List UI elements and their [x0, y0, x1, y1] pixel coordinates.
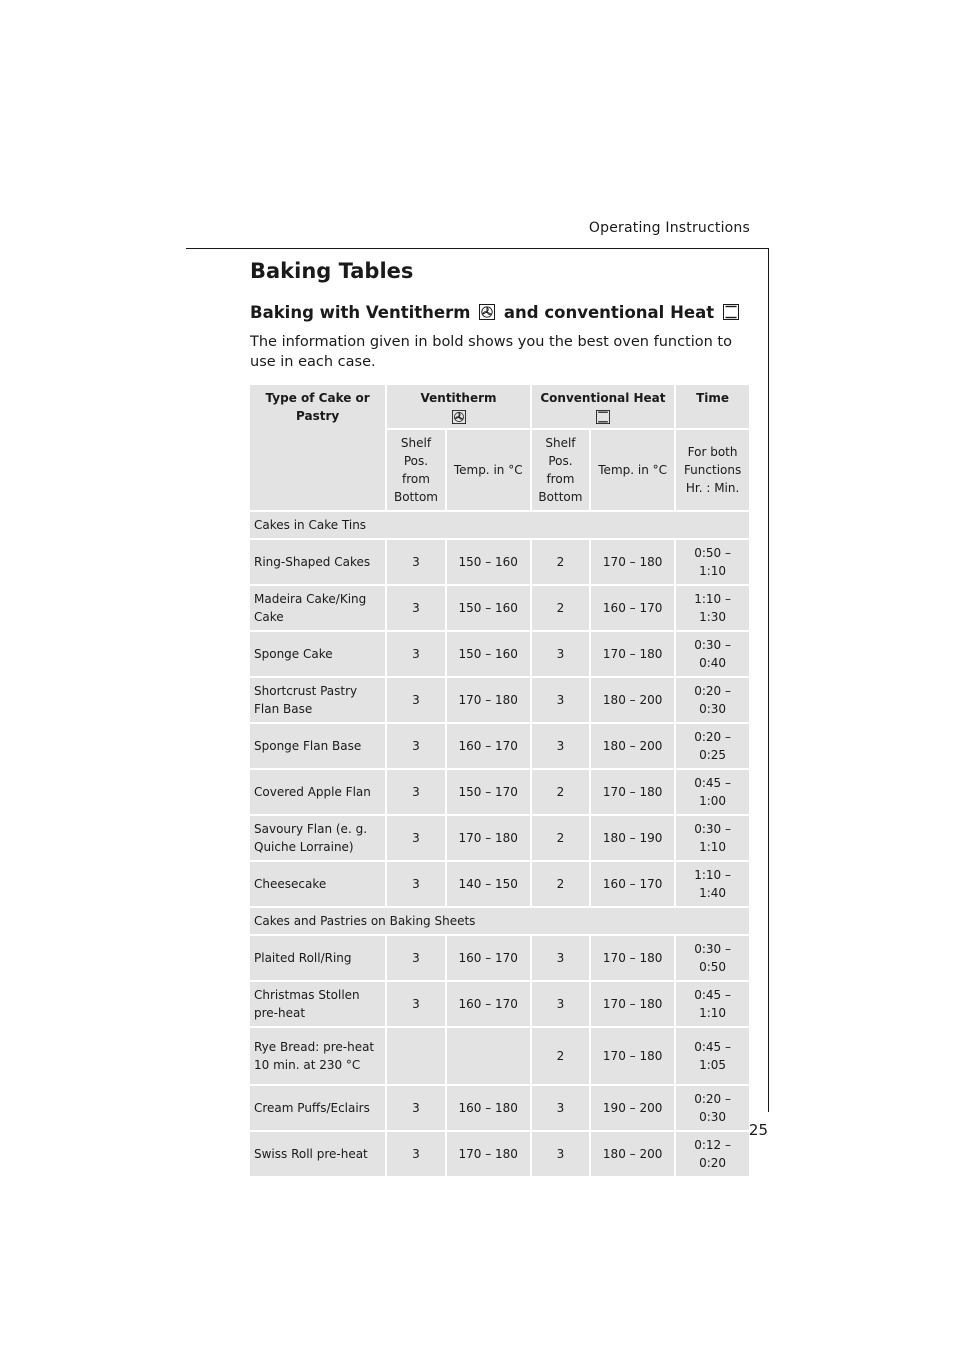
time-cell: 0:45 – 1:05 [676, 1028, 749, 1084]
time-cell: 0:12 – 0:20 [676, 1132, 749, 1176]
temp-ventitherm-cell: 170 – 180 [447, 816, 530, 860]
cake-name-cell: Ring-Shaped Cakes [250, 540, 385, 584]
shelf-ventitherm-cell: 3 [387, 678, 444, 722]
section-title: Cakes in Cake Tins [250, 512, 749, 538]
shelf-conventional-cell: 3 [532, 632, 589, 676]
table-row [250, 540, 749, 584]
time-cell: 0:45 – 1:10 [676, 982, 749, 1026]
shelf-ventitherm-cell: 3 [387, 724, 444, 768]
table-row [250, 1028, 749, 1084]
header-time: Time [676, 385, 749, 428]
table-row [250, 816, 749, 860]
temp-conventional-cell: 160 – 170 [591, 586, 674, 630]
shelf-conventional-cell: 3 [532, 982, 589, 1026]
subheader-temp-conventional: Temp. in °C [591, 430, 674, 510]
shelf-conventional-cell: 3 [532, 678, 589, 722]
temp-conventional-cell: 170 – 180 [591, 1028, 674, 1084]
temp-conventional-cell: 170 – 180 [591, 770, 674, 814]
table-row [250, 936, 749, 980]
conventional-heat-icon [596, 410, 610, 424]
margin-rule [768, 248, 769, 1112]
cake-name-cell: Covered Apple Flan [250, 770, 385, 814]
cake-name-cell: Christmas Stollen pre-heat [250, 982, 385, 1026]
subtitle-text-1: Baking with Ventitherm [250, 303, 471, 322]
cake-name-cell: Rye Bread: pre-heat 10 min. at 230 °C [250, 1028, 385, 1084]
shelf-conventional-cell: 3 [532, 1086, 589, 1130]
shelf-ventitherm-cell: 3 [387, 632, 444, 676]
section-row [250, 908, 749, 934]
temp-conventional-cell: 170 – 180 [591, 540, 674, 584]
time-cell: 0:20 – 0:25 [676, 724, 749, 768]
shelf-conventional-cell: 2 [532, 1028, 589, 1084]
temp-conventional-cell: 180 – 200 [591, 724, 674, 768]
header-ventitherm-label: Ventitherm [420, 391, 497, 405]
baking-table [248, 383, 751, 1178]
shelf-ventitherm-cell: 3 [387, 936, 444, 980]
temp-ventitherm-cell: 160 – 170 [447, 936, 530, 980]
table-row [250, 862, 749, 906]
shelf-conventional-cell: 3 [532, 1132, 589, 1176]
subheader-shelf-conventional: Shelf Pos. from Bottom [532, 430, 589, 510]
shelf-conventional-cell: 2 [532, 586, 589, 630]
header-conventional [532, 385, 674, 428]
cake-name-cell: Sponge Flan Base [250, 724, 385, 768]
temp-conventional-cell: 180 – 190 [591, 816, 674, 860]
table-row [250, 1086, 749, 1130]
page-number: 25 [748, 1121, 768, 1139]
table-row [250, 982, 749, 1026]
header-ventitherm [387, 385, 529, 428]
table-row [250, 724, 749, 768]
time-cell: 0:45 – 1:00 [676, 770, 749, 814]
subheader-temp-ventitherm: Temp. in °C [447, 430, 530, 510]
subheader-time: For both Functions Hr. : Min. [676, 430, 749, 510]
intro-text: The information given in bold shows you the best oven function to use in each case. [250, 334, 732, 370]
shelf-conventional-cell: 2 [532, 816, 589, 860]
cake-name-cell: Savoury Flan (e. g. Quiche Lorraine) [250, 816, 385, 860]
subheader-shelf-ventitherm: Shelf Pos. from Bottom [387, 430, 444, 510]
table-header-row [250, 385, 749, 428]
subtitle-text-2: and conventional Heat [503, 303, 715, 322]
table-row [250, 632, 749, 676]
shelf-ventitherm-cell: 3 [387, 816, 444, 860]
temp-ventitherm-cell: 150 – 160 [447, 632, 530, 676]
temp-ventitherm-cell: 150 – 160 [447, 540, 530, 584]
page-title: Baking Tables [250, 259, 414, 283]
section-row [250, 512, 749, 538]
cake-name-cell: Swiss Roll pre-heat [250, 1132, 385, 1176]
running-header: Operating Instructions [588, 220, 750, 236]
time-cell: 0:30 – 0:50 [676, 936, 749, 980]
temp-conventional-cell: 190 – 200 [591, 1086, 674, 1130]
table-row [250, 586, 749, 630]
shelf-ventitherm-cell: 3 [387, 586, 444, 630]
temp-ventitherm-cell [447, 1028, 530, 1084]
temp-ventitherm-cell: 150 – 160 [447, 586, 530, 630]
time-cell: 0:30 – 0:40 [676, 632, 749, 676]
table-row [250, 678, 749, 722]
cake-name-cell: Madeira Cake/King Cake [250, 586, 385, 630]
shelf-conventional-cell: 2 [532, 540, 589, 584]
time-cell: 1:10 – 1:30 [676, 586, 749, 630]
shelf-conventional-cell: 2 [532, 862, 589, 906]
shelf-conventional-cell: 2 [532, 770, 589, 814]
time-cell: 0:20 – 0:30 [676, 1086, 749, 1130]
temp-conventional-cell: 170 – 180 [591, 632, 674, 676]
header-conventional-label: Conventional Heat [540, 391, 666, 405]
shelf-ventitherm-cell: 3 [387, 1086, 444, 1130]
time-cell: 0:30 – 1:10 [676, 816, 749, 860]
cake-name-cell: Sponge Cake [250, 632, 385, 676]
shelf-ventitherm-cell: 3 [387, 982, 444, 1026]
conventional-heat-icon [723, 304, 739, 324]
temp-ventitherm-cell: 160 – 170 [447, 982, 530, 1026]
shelf-conventional-cell: 3 [532, 724, 589, 768]
cake-name-cell: Cream Puffs/Eclairs [250, 1086, 385, 1130]
shelf-ventitherm-cell: 3 [387, 540, 444, 584]
section-subtitle [250, 303, 742, 324]
shelf-ventitherm-cell [387, 1028, 444, 1084]
temp-ventitherm-cell: 160 – 170 [447, 724, 530, 768]
time-cell: 0:50 – 1:10 [676, 540, 749, 584]
temp-ventitherm-cell: 170 – 180 [447, 1132, 530, 1176]
shelf-ventitherm-cell: 3 [387, 1132, 444, 1176]
ventitherm-fan-icon [452, 410, 466, 424]
shelf-conventional-cell: 3 [532, 936, 589, 980]
section-title: Cakes and Pastries on Baking Sheets [250, 908, 749, 934]
cake-name-cell: Cheesecake [250, 862, 385, 906]
table-row [250, 1132, 749, 1176]
temp-ventitherm-cell: 150 – 170 [447, 770, 530, 814]
temp-conventional-cell: 170 – 180 [591, 936, 674, 980]
ventitherm-fan-icon [479, 304, 495, 324]
temp-ventitherm-cell: 140 – 150 [447, 862, 530, 906]
temp-conventional-cell: 180 – 200 [591, 1132, 674, 1176]
table-row [250, 770, 749, 814]
temp-conventional-cell: 170 – 180 [591, 982, 674, 1026]
temp-ventitherm-cell: 160 – 180 [447, 1086, 530, 1130]
time-cell: 1:10 – 1:40 [676, 862, 749, 906]
cake-name-cell: Shortcrust Pastry Flan Base [250, 678, 385, 722]
time-cell: 0:20 – 0:30 [676, 678, 749, 722]
shelf-ventitherm-cell: 3 [387, 770, 444, 814]
header-type: Type of Cake or Pastry [250, 385, 385, 510]
temp-conventional-cell: 180 – 200 [591, 678, 674, 722]
temp-ventitherm-cell: 170 – 180 [447, 678, 530, 722]
header-rule [186, 248, 769, 249]
temp-conventional-cell: 160 – 170 [591, 862, 674, 906]
table-body [250, 512, 749, 1176]
shelf-ventitherm-cell: 3 [387, 862, 444, 906]
cake-name-cell: Plaited Roll/Ring [250, 936, 385, 980]
